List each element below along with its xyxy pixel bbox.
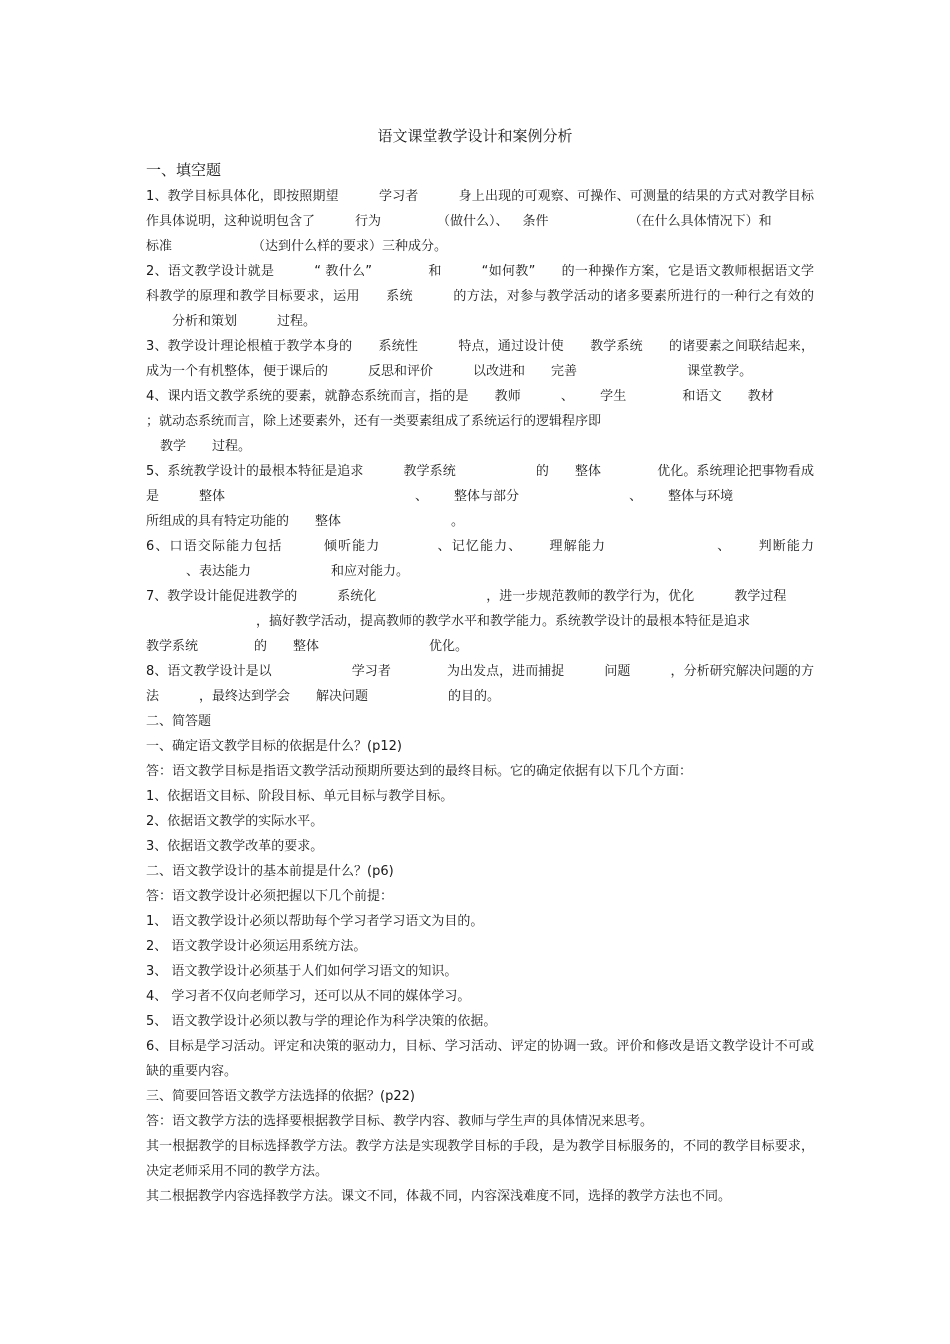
- text-run: ，进一步规范教师的教学行为，优化: [486, 589, 695, 604]
- list-item: 其二根据教学内容选择教学方法。课文不同，体裁不同，内容深浅难度不同，选择的教学方法也不同。: [146, 1189, 732, 1204]
- section-short-answer-heading: 二、简答题: [146, 714, 212, 729]
- text-run: 倾听能力: [322, 539, 381, 554]
- text-run: 优化。: [429, 639, 469, 654]
- fill-blank-item-6: [146, 534, 814, 584]
- text-run: ，分析研究解决问题的方法: [146, 664, 814, 704]
- text-run: ，搞好教学活动，提高教师的教学水平和教学能力。系统教学设计的最根本特征是追求: [256, 614, 751, 629]
- short-answer-answer-2: 答：语文教学设计必须把握以下几个前提：: [146, 889, 394, 904]
- text-run: 教师: [494, 389, 521, 404]
- text-run: 完善: [551, 364, 578, 379]
- text-run: 整体: [199, 489, 226, 504]
- text-run: 教学: [160, 439, 187, 454]
- text-run: 6、口语交际能力包括: [146, 539, 283, 554]
- fill-blank-item-5: [146, 459, 814, 534]
- text-run: 和: [428, 264, 442, 279]
- list-item: 3、依据语文教学改革的要求。: [146, 839, 324, 854]
- text-run: 学生: [600, 389, 627, 404]
- text-run: 5、系统教学设计的最根本特征是追求: [146, 464, 364, 479]
- text-run: 教学系统: [403, 464, 456, 479]
- text-run: 7、教学设计能促进教学的: [146, 589, 298, 604]
- text-run: 学习者: [378, 189, 419, 204]
- text-run: 教学系统: [146, 639, 199, 654]
- list-item: 4、 学习者不仅向老师学习，还可以从不同的媒体学习。: [146, 989, 471, 1004]
- text-run: （在什么具体情况下）和: [628, 214, 772, 229]
- text-run: 3、教学设计理论根植于教学本身的: [146, 339, 353, 354]
- list-item: 5、 语文教学设计必须以教与学的理论作为科学决策的依据。: [146, 1014, 497, 1029]
- document-title: 语文课堂教学设计和案例分析: [377, 127, 573, 145]
- text-run: 为出发点，进而捕捉: [446, 664, 565, 679]
- text-run: 的一种操作方案，它是语文教师根据语文学科教学的原理和教学目标要求，运用: [146, 264, 814, 304]
- text-run: 标准: [146, 239, 173, 254]
- text-run: 系统: [385, 289, 414, 304]
- short-answer-answer-1: 答：语文教学目标是指语文教学活动预期所要达到的最终目标。它的确定依据有以下几个方面：: [146, 764, 693, 779]
- fill-blank-item-8: [146, 659, 814, 709]
- text-run: ，最终达到学会: [199, 689, 291, 704]
- text-run: 教学系统: [589, 339, 643, 354]
- text-run: 反思和评价: [368, 364, 434, 379]
- text-run: 整体: [315, 514, 342, 529]
- text-run: “如何教”: [481, 264, 536, 279]
- text-run: 、: [560, 389, 575, 404]
- list-item: 3、 语文教学设计必须基于人们如何学习语文的知识。: [146, 964, 458, 979]
- fill-blank-item-1: [146, 184, 814, 259]
- short-answer-question-1: 一、确定语文教学目标的依据是什么？(p12): [146, 739, 402, 754]
- text-run: 的: [254, 639, 268, 654]
- text-run: 整体与部分: [454, 489, 520, 504]
- text-run: 、: [716, 539, 732, 554]
- text-run: 8、语文教学设计是以: [146, 664, 272, 679]
- text-run: 行为: [355, 214, 382, 229]
- text-run: 和应对能力。: [331, 564, 410, 579]
- short-answer-question-3: 三、简要回答语文教学方法选择的依据？(p22): [146, 1089, 415, 1104]
- short-answer-answer-3: 答：语文教学方法的选择要根据教学目标、教学内容、教师与学生声的具体情况来思考。: [146, 1114, 654, 1129]
- text-run: 解决问题: [316, 689, 369, 704]
- text-run: 的方法，对参与教学活动的诸多要素所进行的一种行之有效的: [453, 289, 814, 304]
- fill-blank-item-7: [146, 584, 814, 659]
- text-run: 、记忆能力、: [436, 539, 523, 554]
- text-run: 以改进和: [473, 364, 526, 379]
- section-fill-blank-heading: 一、填空题: [146, 161, 222, 179]
- text-run: 1、教学目标具体化，即按照期望: [146, 189, 339, 204]
- text-run: 整体: [574, 464, 602, 479]
- list-item: 其一根据教学的目标选择教学方法。教学方法是实现教学目标的手段，是为教学目标服务的，不同的教学目标要求，决定老师采用不同的教学方法。: [146, 1139, 814, 1179]
- text-run: 。: [451, 514, 465, 529]
- text-run: 的目的。: [448, 689, 501, 704]
- text-run: 身上出现的可观察、可操作、可测量的结果的方式对教学目标作具体说明，这种说明包含了: [146, 189, 814, 229]
- text-run: 判断能力: [757, 539, 814, 554]
- text-run: 课堂教学。: [687, 364, 753, 379]
- document-body: [146, 157, 814, 1209]
- text-run: 、: [415, 489, 429, 504]
- text-run: 优化。系统理论把事物看成是: [146, 464, 814, 504]
- text-run: 教学过程: [734, 589, 787, 604]
- text-run: 整体: [293, 639, 320, 654]
- text-run: 和语文: [682, 389, 722, 404]
- text-run: 、: [629, 489, 643, 504]
- text-run: 、表达能力: [186, 564, 252, 579]
- text-run: 系统化: [337, 589, 377, 604]
- text-run: 2、语文教学设计就是: [146, 264, 275, 279]
- text-run: 学习者: [351, 664, 391, 679]
- list-item: 2、 语文教学设计必须运用系统方法。: [146, 939, 367, 954]
- text-run: 系统性: [378, 339, 419, 354]
- text-run: 的: [535, 464, 549, 479]
- fill-blank-item-2: [146, 259, 814, 334]
- text-run: 过程。: [277, 314, 317, 329]
- text-run: （达到什么样的要求）三种成分。: [252, 239, 448, 254]
- text-run: 所组成的具有特定功能的: [146, 514, 290, 529]
- text-run: 过程。: [212, 439, 252, 454]
- text-run: （做什么）、: [437, 214, 509, 229]
- text-run: 问题: [604, 664, 631, 679]
- text-run: 的诸要素之间联结起来，成为一个有机整体，便于课后的: [146, 339, 814, 379]
- text-run: ；就动态系统而言，除上述要素外，还有一类要素组成了系统运行的逻辑程序即: [146, 414, 602, 429]
- text-run: “ 教什么”: [314, 264, 373, 279]
- fill-blank-item-3: [146, 334, 814, 384]
- list-item: 6、目标是学习活动。评定和决策的驱动力，目标、学习活动、评定的协调一致。评价和修改是语文教学设计不可或缺的重要内容。: [146, 1039, 814, 1079]
- text-run: 分析和策划: [172, 314, 238, 329]
- text-run: 特点，通过设计使: [458, 339, 564, 354]
- list-item: 2、依据语文教学的实际水平。: [146, 814, 324, 829]
- text-run: 理解能力: [548, 539, 607, 554]
- text-run: 条件: [522, 214, 549, 229]
- list-item: 1、依据语文目标、阶段目标、单元目标与教学目标。: [146, 789, 454, 804]
- text-run: 4、课内语文教学系统的要素，就静态系统而言，指的是: [146, 389, 469, 404]
- text-run: 教材: [747, 389, 774, 404]
- text-run: 整体与环境: [668, 489, 734, 504]
- fill-blank-item-4: [146, 384, 814, 459]
- list-item: 1、 语文教学设计必须以帮助每个学习者学习语文为目的。: [146, 914, 484, 929]
- short-answer-question-2: 二、语文教学设计的基本前提是什么？(p6): [146, 864, 394, 879]
